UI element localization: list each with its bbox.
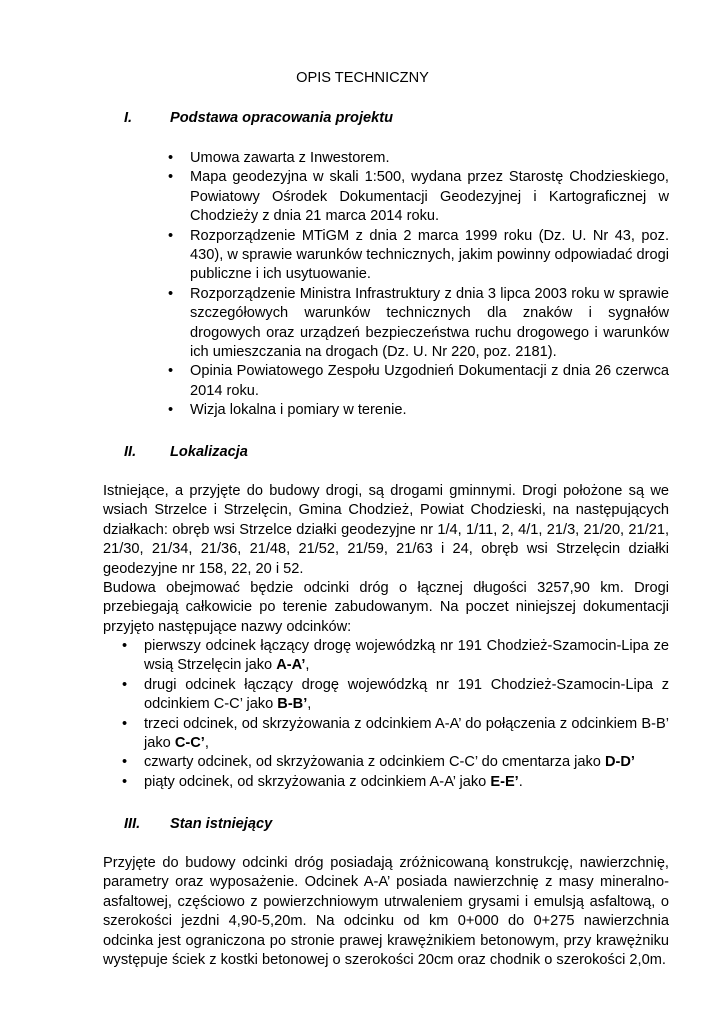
basis-list	[190, 149, 669, 421]
section-number: III.	[124, 816, 141, 832]
document-title: OPIS TECHNICZNY	[296, 70, 429, 86]
list-item: • Mapa geodezyjna w skali 1:500, wydana przez Starostę Chodzieskiego, Powiatowy Ośrodek Dokumentacji Geodezyjnej i Kartograficznej w Chodzieży z dnia 21 marca 2014 roku.	[190, 168, 669, 226]
road-sections-list	[144, 637, 669, 792]
list-item: • Rozporządzenie MTiGM z dnia 2 marca 1999 roku (Dz. U. Nr 43, poz. 430), w sprawie warunków technicznych, jakim powinny odpowiadać drogi publiczne i ich usytuowanie.	[190, 227, 669, 285]
section-heading-2	[124, 443, 248, 462]
location-paragraph: Istniejące, a przyjęte do budowy drogi, są drogami gminnymi. Drogi położone są we wsiach Strzelce i Strzelęcin, Gmina Chodzież, Powiat Chodzieski, na następujących działkach: obręb wsi Strzelce działki geodezyjne nr 1/4, 1/11, 2, 4/1, 21/3, 21/20, 21/21, 21/30, 21/34, 21/36, 21/48, 21/52, 21/59, 21/63 i 24, obręb wsi Strzelęcin działki geodezyjne nr 158, 22, 20 i 52.	[103, 483, 669, 577]
list-item: • piąty odcinek, od skrzyżowania z odcinkiem A-A’ jako E-E’.	[144, 773, 669, 792]
section-title: Lokalizacja	[170, 444, 248, 460]
list-item: • trzeci odcinek, od skrzyżowania z odcinkiem A-A’ do połączenia z odcinkiem B-B’ jako C-C’,	[144, 715, 669, 754]
section-number: I.	[124, 110, 133, 126]
section-number: II.	[124, 444, 137, 460]
section-title: Podstawa opracowania projektu	[170, 110, 394, 126]
list-item: • Umowa zawarta z Inwestorem.	[190, 149, 669, 168]
section-heading-1	[124, 109, 393, 128]
section-heading-3	[124, 815, 272, 834]
list-item: • Wizja lokalna i pomiary w terenie.	[190, 401, 669, 420]
list-item: • pierwszy odcinek łączący drogę wojewódzką nr 191 Chodzież-Szamocin-Lipa ze wsią Strzelęcin jako A-A’,	[144, 637, 669, 676]
list-item: • czwarty odcinek, od skrzyżowania z odcinkiem C-C’ do cmentarza jako D-D’	[144, 753, 669, 772]
list-item: • drugi odcinek łączący drogę wojewódzką nr 191 Chodzież-Szamocin-Lipa z odcinkiem C-C’ jako B-B’,	[144, 676, 669, 715]
list-item: • Opinia Powiatowego Zespołu Uzgodnień Dokumentacji z dnia 26 czerwca 2014 roku.	[190, 362, 669, 401]
length-paragraph: Budowa obejmować będzie odcinki dróg o łącznej długości 3257,90 km. Drogi przebiegają całkowicie po terenie zabudowanym. Na poczet niniejszej dokumentacji przyjęto następujące nazwy odcinków:	[103, 580, 669, 635]
list-item: • Rozporządzenie Ministra Infrastruktury z dnia 3 lipca 2003 roku w sprawie szczegółowych warunków technicznych dla znaków i sygnałów drogowych oraz urządzeń bezpieczeństwa ruchu drogowego i warunków ich umieszczania na drogach (Dz. U. Nr 220, poz. 2181).	[190, 285, 669, 363]
section-title: Stan istniejący	[170, 816, 273, 832]
existing-state-paragraph: Przyjęte do budowy odcinki dróg posiadają zróżnicowaną konstrukcję, nawierzchnię, parametry oraz wyposażenie. Odcinek A-A’ posiada nawierzchnię z masy mineralno-asfaltowej, częściowo z powierzchniowym utrwaleniem grysami i emulsją asfaltową, o szerokości jezdni 4,90-5,20m. Na odcinku od km 0+000 do 0+275 nawierzchnia odcinka jest ograniczona po stronie prawej krawężnikiem betonowym, przy krawężniku występuje ściek z kostki betonowej o szerokości 20cm oraz chodnik o szerokości 2,0m.	[103, 855, 669, 969]
